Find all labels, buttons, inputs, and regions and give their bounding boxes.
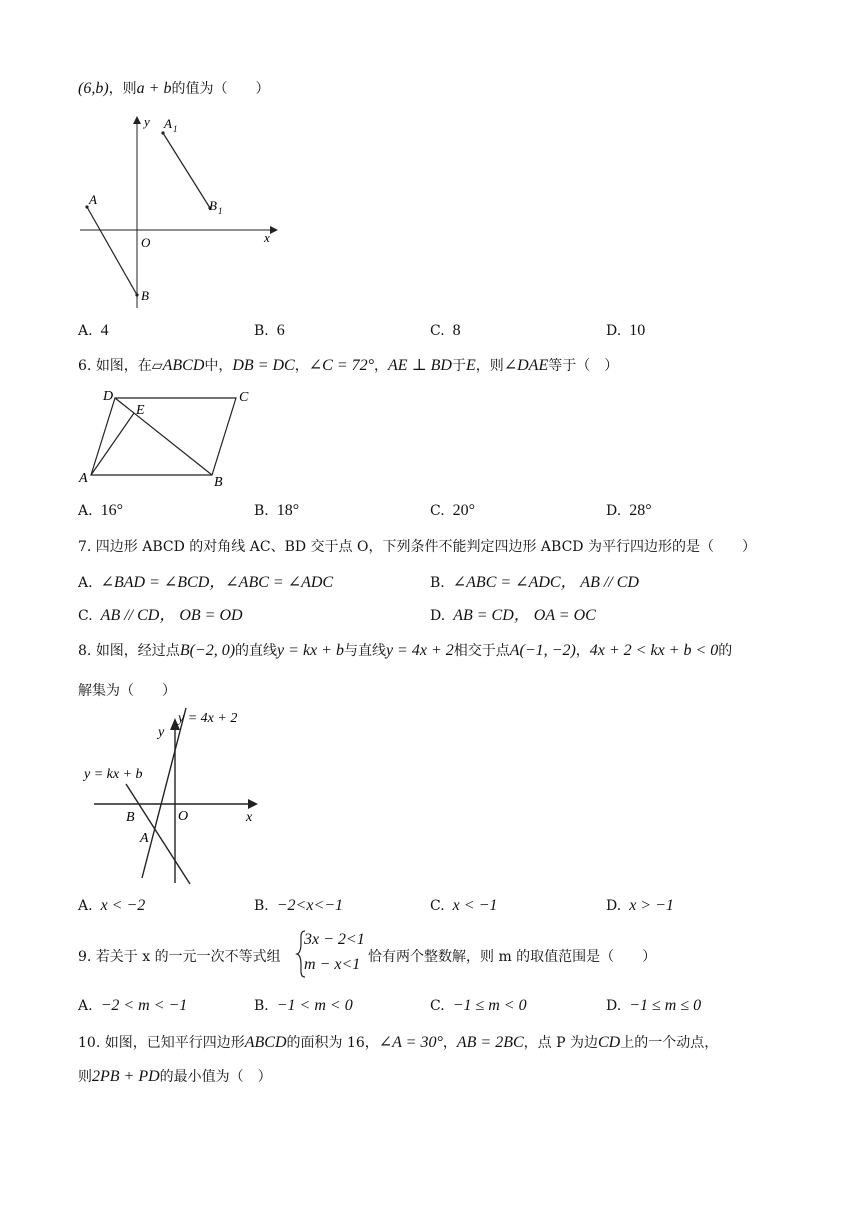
q5-x-label: x bbox=[264, 230, 270, 245]
q9-option-d[interactable]: D. −1 ≤ m ≤ 0 bbox=[606, 997, 702, 1014]
q7-stem: 7. 四边形 ABCD 的对角线 AC、BD 交于点 O，下列条件不能判定四边形 ABCD 为平行四边形的是（ ） bbox=[78, 539, 756, 555]
q6-figure bbox=[78, 388, 268, 488]
q5-B1-label: B bbox=[209, 198, 217, 213]
q5-origin-label: O bbox=[141, 235, 151, 250]
q8-option-a[interactable]: A. x < −2 bbox=[78, 897, 146, 914]
q5-A-label: A bbox=[89, 192, 97, 207]
q7-option-c[interactable]: C. AB // CD， OB = OD bbox=[78, 607, 243, 624]
q6-option-c[interactable]: C. 20° bbox=[430, 502, 476, 519]
q8-x-label: x bbox=[246, 810, 253, 825]
q6-B-label: B bbox=[214, 475, 223, 490]
q8-stem: 8. 如图，经过点B(−2, 0)的直线y = kx + b与直线y = 4x + 2相交于点A(−1, −2)，4x + 2 < kx + b < 0的 bbox=[78, 642, 733, 659]
svg-text:1: 1 bbox=[218, 206, 223, 216]
q5-figure bbox=[78, 112, 278, 312]
q6-option-b[interactable]: B. 18° bbox=[254, 502, 300, 519]
q5-point: (6,b) bbox=[78, 80, 109, 97]
q5-option-b[interactable]: B. 6 bbox=[254, 322, 285, 339]
parallelogram-symbol: ▱ bbox=[151, 358, 163, 374]
q10-stem: 10. 如图，已知平行四边形ABCD的面积为 16，∠A = 30°，AB = 2BC，点 P 为边CD上的一个动点， bbox=[78, 1034, 719, 1051]
q8-origin-label: O bbox=[178, 809, 189, 824]
q7-option-b[interactable]: B. ∠ABC = ∠ADC， AB // CD bbox=[430, 574, 639, 591]
q5-stem: (6,b)，则a + b的值为（ ） bbox=[78, 80, 270, 97]
q5-y-label: y bbox=[144, 114, 150, 129]
q5-B-label: B bbox=[141, 288, 149, 303]
q9-option-c[interactable]: C. −1 ≤ m < 0 bbox=[430, 997, 527, 1014]
q8-option-d[interactable]: D. x > −1 bbox=[606, 897, 674, 914]
q8-A-label: A bbox=[140, 831, 149, 846]
q9-stem-part1: 9. 若关于 x 的一元一次不等式组 bbox=[78, 949, 281, 965]
q5-option-d[interactable]: D. 10 bbox=[606, 322, 646, 339]
q9-inequality-2: m − x<1 bbox=[304, 956, 361, 973]
q6-E-label: E bbox=[136, 403, 145, 418]
q9-option-a[interactable]: A. −2 < m < −1 bbox=[78, 997, 188, 1014]
q8-option-c[interactable]: C. x < −1 bbox=[430, 897, 498, 914]
q6-A-label: A bbox=[79, 471, 88, 486]
q8-line2-label: y = kx + b bbox=[84, 767, 143, 782]
q5-expr: a + b bbox=[136, 80, 172, 97]
q5-option-a[interactable]: A. 4 bbox=[78, 322, 109, 339]
q8-figure bbox=[82, 708, 272, 888]
q7-option-a[interactable]: A. ∠BAD = ∠BCD，∠ABC = ∠ADC bbox=[78, 574, 334, 591]
q6-stem: 6. 如图，在▱ABCD中，DB = DC，∠C = 72°，AE ⊥ BD于E，则∠DAE等于（ ） bbox=[78, 357, 619, 374]
q6-option-d[interactable]: D. 28° bbox=[606, 502, 652, 519]
q5-option-c[interactable]: C. 8 bbox=[430, 322, 461, 339]
q9-stem-part2: 恰有两个整数解，则 m 的取值范围是（ ） bbox=[368, 949, 657, 965]
q9-option-b[interactable]: B. −1 < m < 0 bbox=[254, 997, 353, 1014]
q6-C-label: C bbox=[239, 390, 249, 405]
svg-text:1: 1 bbox=[173, 124, 178, 134]
q7-option-d[interactable]: D. AB = CD， OA = OC bbox=[430, 607, 596, 624]
q9-inequality-system bbox=[296, 929, 376, 979]
q8-option-b[interactable]: B. −2<x<−1 bbox=[254, 897, 344, 914]
q8-y-label: y bbox=[158, 725, 165, 740]
q10-stem-line2: 则2PB + PD的最小值为（ ） bbox=[78, 1068, 272, 1085]
q6-D-label: D bbox=[103, 389, 114, 404]
q5-A1-label: A bbox=[164, 116, 172, 131]
q8-line1-label: y = 4x + 2 bbox=[178, 711, 238, 726]
q6-option-a[interactable]: A. 16° bbox=[78, 502, 123, 519]
q8-B-label: B bbox=[126, 810, 135, 825]
q8-stem-line2: 解集为（ ） bbox=[78, 683, 176, 699]
q9-inequality-1: 3x − 2<1 bbox=[304, 931, 365, 948]
